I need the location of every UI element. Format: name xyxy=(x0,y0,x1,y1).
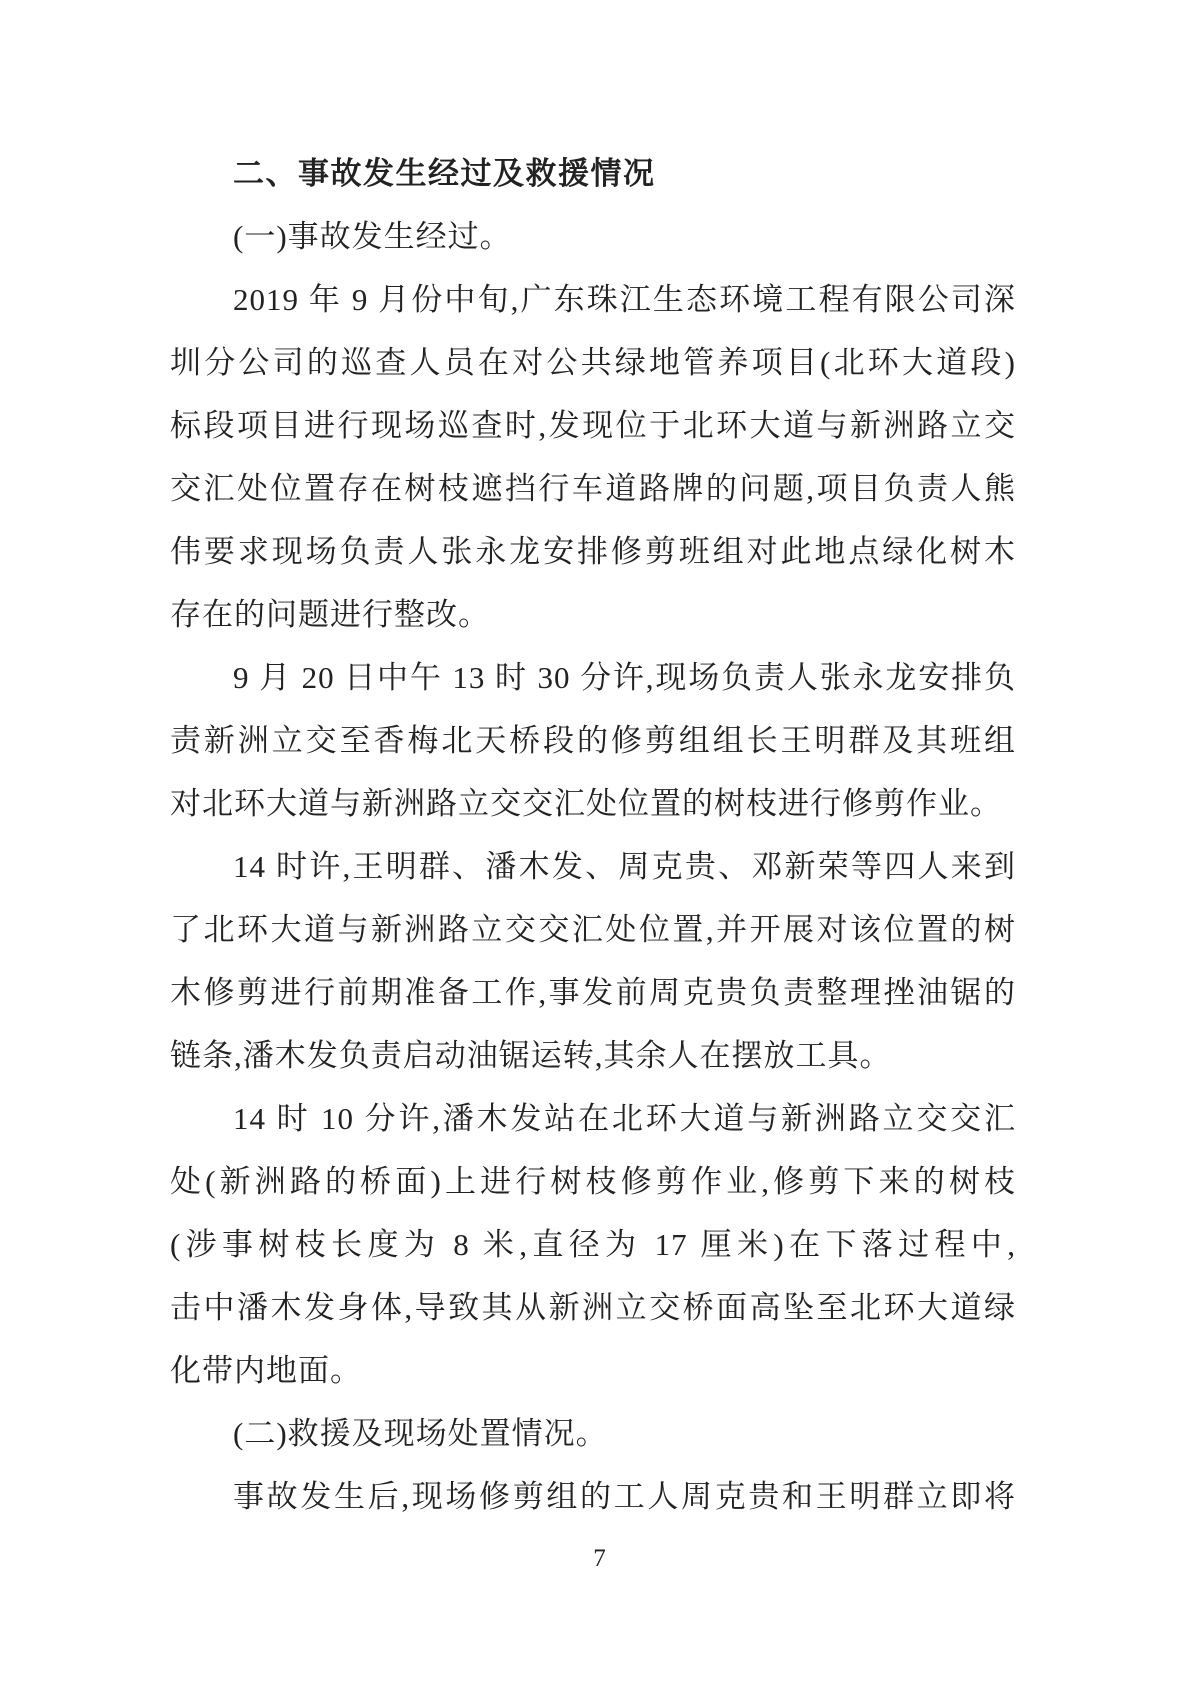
text-line: 击中潘木发身体,导致其从新洲立交桥面高坠至北环大道绿 xyxy=(170,1290,1016,1325)
text-line: 事故发生后,现场修剪组的工人周克贵和王明群立即将 xyxy=(233,1479,1016,1514)
section-heading: 二、事故发生经过及救援情况 xyxy=(233,156,656,191)
text-line: 对北环大道与新洲路立交交汇处位置的树枝进行修剪作业。 xyxy=(170,786,1002,821)
text-line: 了北环大道与新洲路立交交汇处位置,并开展对该位置的树 xyxy=(170,912,1016,947)
text-line: 9 月 20 日中午 13 时 30 分许,现场负责人张永龙安排负 xyxy=(233,660,1016,695)
text-line: 责新洲立交至香梅北天桥段的修剪组组长王明群及其班组 xyxy=(170,723,1016,758)
text-line: 伟要求现场负责人张永龙安排修剪班组对此地点绿化树木 xyxy=(170,534,1016,569)
text-line: 14 时 10 分许,潘木发站在北环大道与新洲路立交交汇 xyxy=(233,1101,1016,1136)
subsection-heading: (一)事故发生经过。 xyxy=(233,219,512,254)
text-line: 标段项目进行现场巡查时,发现位于北环大道与新洲路立交 xyxy=(170,408,1016,443)
text-line: 木修剪进行前期准备工作,事发前周克贵负责整理挫油锯的 xyxy=(170,975,1016,1010)
text-line: 14 时许,王明群、潘木发、周克贵、邓新荣等四人来到 xyxy=(233,849,1016,884)
text-line: 处(新洲路的桥面)上进行树枝修剪作业,修剪下来的树枝 xyxy=(170,1164,1016,1199)
text-line: 圳分公司的巡查人员在对公共绿地管养项目(北环大道段) xyxy=(170,345,1016,380)
document-body xyxy=(170,142,1016,1528)
text-line: 存在的问题进行整改。 xyxy=(170,597,490,632)
text-line: 2019 年 9 月份中旬,广东珠江生态环境工程有限公司深 xyxy=(233,282,1016,317)
text-line: 链条,潘木发负责启动油锯运转,其余人在摆放工具。 xyxy=(170,1038,892,1073)
page-number: 7 xyxy=(593,1545,606,1572)
subsection-heading: (二)救援及现场处置情况。 xyxy=(233,1416,608,1451)
text-line: 交汇处位置存在树枝遮挡行车道路牌的问题,项目负责人熊 xyxy=(170,471,1016,506)
text-line: 化带内地面。 xyxy=(170,1353,362,1388)
text-line: (涉事树枝长度为 8 米,直径为 17 厘米)在下落过程中, xyxy=(170,1227,1016,1262)
